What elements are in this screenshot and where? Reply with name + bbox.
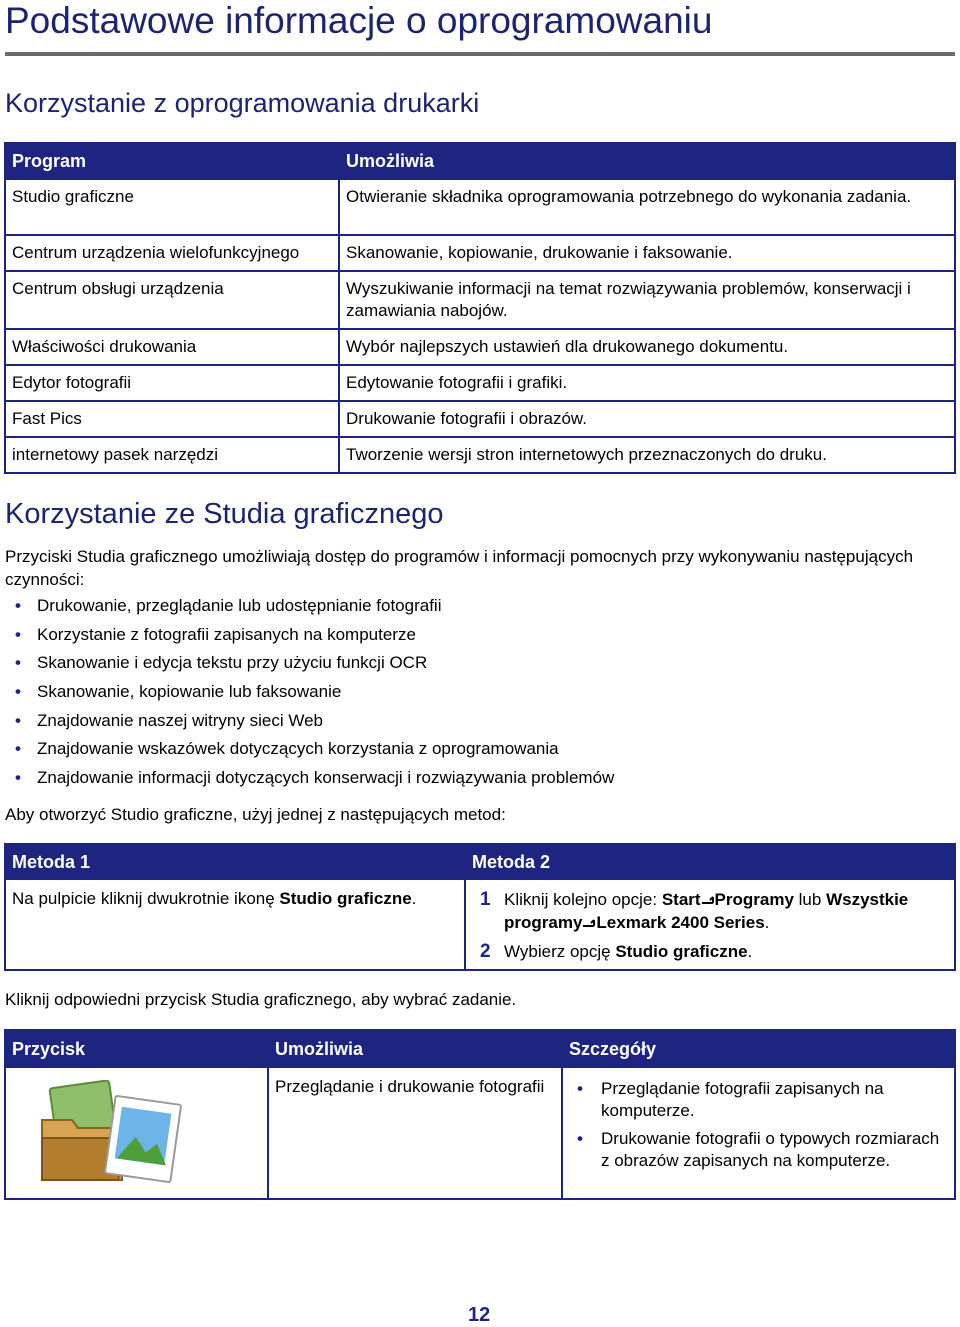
step-bold-programs: Programy [714, 890, 794, 909]
table-row [5, 437, 955, 473]
step-text [504, 888, 948, 934]
program-name: Centrum obsługi urządzenia [5, 271, 339, 329]
program-name: Fast Pics [5, 401, 339, 437]
method2-header: Metoda 2 [465, 844, 955, 879]
list-item: • Znajdowanie wskazówek dotyczących korzystania z oprogramowania [5, 735, 925, 764]
list-item: • Korzystanie z fotografii zapisanych na komputerze [5, 621, 925, 650]
step-text [504, 940, 752, 963]
details-cell [562, 1067, 955, 1199]
step-text-or: lub [793, 890, 827, 909]
step-text-plain: Wybierz opcję [504, 942, 616, 961]
table-row [5, 179, 955, 235]
step-text-end: . [764, 913, 770, 932]
arrow-right-icon [582, 911, 596, 934]
title-rule [5, 52, 955, 56]
list-item: • Przeglądanie fotografii zapisanych na komputerze. [569, 1078, 948, 1122]
method1-header: Metoda 1 [5, 844, 465, 879]
open-methods-text: Aby otworzyć Studio graficzne, użyj jednej z następujących metod: [5, 805, 506, 824]
header-button: Przycisk [5, 1030, 268, 1067]
table-row [5, 271, 955, 329]
table-row [5, 401, 955, 437]
program-purpose: Skanowanie, kopiowanie, drukowanie i faksowanie. [339, 235, 955, 271]
method2-cell [465, 879, 955, 970]
program-purpose: Drukowanie fotografii i obrazów. [339, 401, 955, 437]
list-item: • Skanowanie i edycja tekstu przy użyciu funkcji OCR [5, 649, 925, 678]
program-purpose: Edytowanie fotografii i grafiki. [339, 365, 955, 401]
table-header-row [5, 143, 955, 179]
program-purpose: Tworzenie wersji stron internetowych przeznaczonych do druku. [339, 437, 955, 473]
enables-cell: Przeglądanie i drukowanie fotografii [268, 1067, 562, 1199]
arrow-right-icon [701, 888, 715, 911]
table-header-enables: Umożliwia [339, 143, 955, 179]
program-name: internetowy pasek narzędzi [5, 437, 339, 473]
program-purpose: Otwieranie składnika oprogramowania potrzebnego do wykonania zadania. [339, 179, 955, 235]
list-item: • Znajdowanie informacji dotyczących konserwacji i rozwiązywania problemów [5, 764, 925, 793]
method1-cell [5, 879, 465, 970]
list-item: • Znajdowanie naszej witryny sieci Web [5, 707, 925, 736]
details-list [569, 1078, 948, 1172]
method1-end: . [411, 889, 417, 908]
step-text-plain: Kliknij kolejno opcje: [504, 890, 662, 909]
buttons-intro-text: Kliknij odpowiedni przycisk Studia graficznego, aby wybrać zadanie. [5, 990, 517, 1009]
method1-text: Na pulpicie kliknij dwukrotnie ikonę [12, 889, 280, 908]
table-row [5, 365, 955, 401]
step-text-end: . [747, 942, 753, 961]
method1-bold: Studio graficzne [279, 889, 412, 908]
section-heading-software: Korzystanie z oprogramowania drukarki [5, 88, 480, 118]
list-item: • Skanowanie, kopiowanie lub faksowanie [5, 678, 925, 707]
header-details: Szczegóły [562, 1030, 955, 1067]
intro-paragraph: Przyciski Studia graficznego umożliwiają dostęp do programów i informacji pomocnych przy wykonywaniu następujących czynności: [5, 547, 914, 589]
step-bold-start: Start [661, 890, 701, 909]
methods-table [4, 843, 956, 971]
program-name: Centrum urządzenia wielofunkcyjnego [5, 235, 339, 271]
header-enables: Umożliwia [268, 1030, 562, 1067]
step-1 [480, 888, 948, 934]
table-row [5, 329, 955, 365]
table-row [5, 879, 955, 970]
program-name: Edytor fotografii [5, 365, 339, 401]
program-name: Studio graficzne [5, 179, 339, 235]
step-2 [480, 940, 948, 963]
page-number: 12 [468, 1304, 491, 1326]
list-item: • Drukowanie fotografii o typowych rozmiarach z obrazów zapisanych na komputerze. [569, 1128, 948, 1172]
table-header-row [5, 844, 955, 879]
buttons-table [4, 1029, 956, 1200]
section-heading-studio: Korzystanie ze Studia graficznego [5, 498, 444, 530]
table-row [5, 235, 955, 271]
list-item: • Drukowanie, przeglądanie lub udostępnianie fotografii [5, 592, 925, 621]
table-header-program: Program [5, 143, 339, 179]
table-row [5, 1067, 955, 1199]
step-bold-all-programs: Wszystkie programy [504, 890, 909, 932]
task-list [5, 592, 925, 793]
button-cell [5, 1067, 268, 1199]
step-bold-studio: Studio graficzne [615, 942, 748, 961]
folder-photo-icon [36, 1080, 261, 1196]
step-number: 1 [480, 889, 491, 910]
step-bold-lexmark: Lexmark 2400 Series [596, 913, 765, 932]
table-header-row [5, 1030, 955, 1067]
program-name: Właściwości drukowania [5, 329, 339, 365]
program-purpose: Wyszukiwanie informacji na temat rozwiązywania problemów, konserwacji i zamawiania nabojów. [339, 271, 955, 329]
software-table [4, 142, 956, 474]
step-number: 2 [480, 941, 491, 962]
program-purpose: Wybór najlepszych ustawień dla drukowanego dokumentu. [339, 329, 955, 365]
page-title: Podstawowe informacje o oprogramowaniu [5, 0, 713, 41]
